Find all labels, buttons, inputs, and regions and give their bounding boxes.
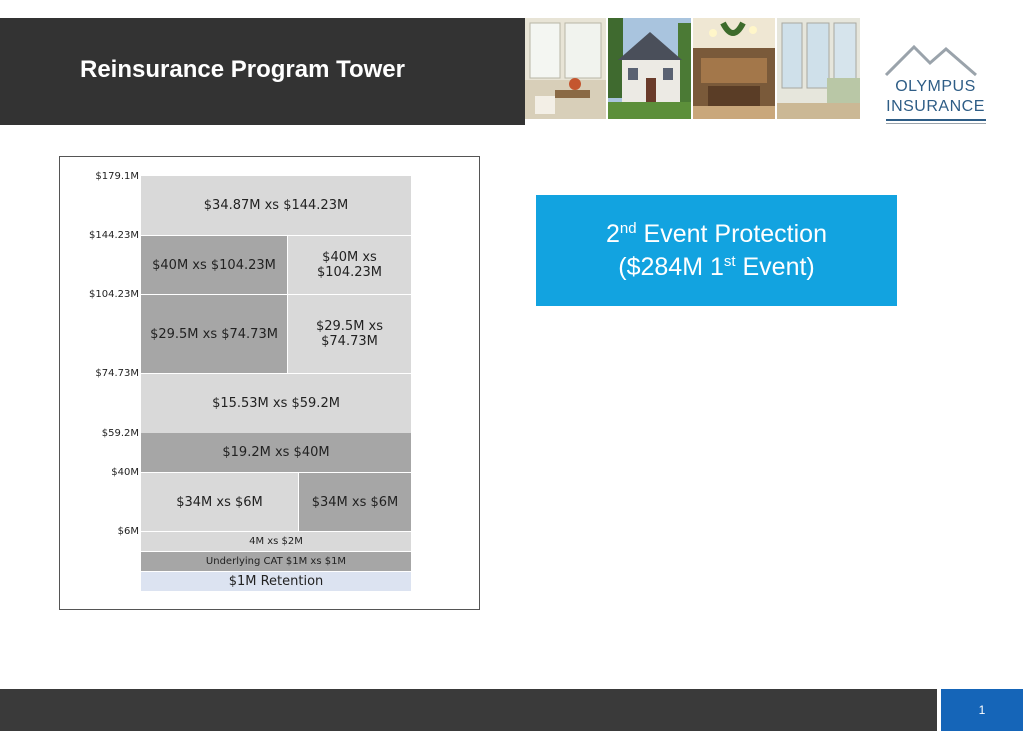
layer-40: $19.2M xs $40M: [141, 433, 411, 472]
layer-top: $34.87M xs $144.23M: [141, 176, 411, 235]
event-line-1: [536, 218, 897, 251]
layer-6-right: $34M xs $6M: [299, 473, 411, 531]
y-label-59: $59.2M: [101, 428, 139, 439]
layer-74-right: $29.5M xs $74.73M: [288, 295, 411, 373]
house-exterior-photo: [608, 18, 691, 119]
event-protection-box: [536, 195, 897, 306]
event-amount-end: Event): [735, 253, 815, 281]
y-label-144: $144.23M: [89, 230, 139, 241]
company-logo: [878, 40, 993, 132]
layer-104-left: $40M xs $104.23M: [141, 236, 287, 294]
living-room-photo: [777, 18, 860, 119]
logo-underline-secondary: [886, 123, 986, 124]
logo-line-insurance: INSURANCE: [886, 98, 985, 115]
layer-104-right: $40M xs $104.23M: [288, 236, 411, 294]
y-label-104: $104.23M: [89, 289, 139, 300]
layer-2: 4M xs $2M: [141, 532, 411, 551]
logo-line-olympus: OLYMPUS: [895, 78, 976, 95]
footer-bar: [0, 689, 937, 731]
layer-6-left: $34M xs $6M: [141, 473, 298, 531]
event-ordinal: nd: [619, 220, 637, 237]
event-title: Event Protection: [636, 220, 827, 248]
kitchen-photo: [693, 18, 775, 119]
layer-retention: $1M Retention: [141, 572, 411, 591]
layer-underlying: Underlying CAT $1M xs $1M: [141, 552, 411, 571]
page-title: Reinsurance Program Tower: [80, 56, 405, 83]
y-label-40: $40M: [111, 467, 139, 478]
event-amount-ordinal: st: [723, 253, 736, 270]
y-label-74: $74.73M: [95, 368, 139, 379]
event-number: 2: [606, 220, 620, 248]
event-line-2: [536, 251, 897, 284]
layer-74-left: $29.5M xs $74.73M: [141, 295, 287, 373]
sunroom-photo: [525, 18, 606, 119]
y-label-179: $179.1M: [95, 171, 139, 182]
event-amount: ($284M 1: [618, 253, 724, 281]
y-label-6: $6M: [117, 526, 139, 537]
logo-underline: [886, 119, 986, 121]
page-number: 1: [941, 689, 1023, 731]
layer-59: $15.53M xs $59.2M: [141, 374, 411, 433]
